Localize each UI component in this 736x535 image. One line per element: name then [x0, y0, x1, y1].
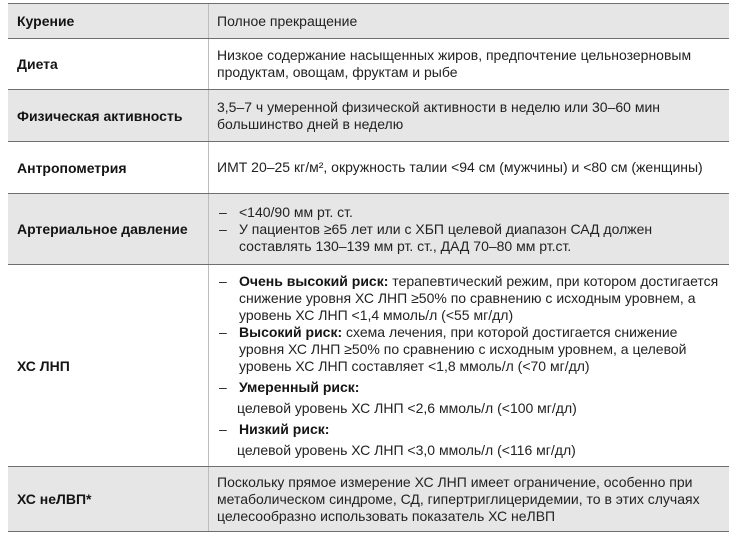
- list-item-text: У пациентов ≥65 лет или с ХБП целевой диапазон САД должен составлять 130–139 мм рт. ст., ДАД 70–80 мм рт.ст.: [239, 220, 653, 254]
- row-label-physical-activity: Физическая активность: [8, 90, 209, 141]
- risk-level-text: терапевтический режим, при котором достигается снижение уровня ХС ЛНП ≥50% по сравнению с исходным уровнем, а уровень ХС ЛНП <1,4 ммоль/л (<55 мг/дл): [239, 272, 719, 323]
- row-value-ldl: [209, 265, 729, 466]
- row-value-smoking: Полное прекращение: [217, 12, 358, 29]
- row-label-diet: Диета: [8, 39, 209, 89]
- risk-level-label: Умеренный риск:: [239, 378, 360, 395]
- row-label-blood-pressure: Артериальное давление: [8, 194, 209, 264]
- table-row: [8, 265, 729, 467]
- risk-level-text: схема лечения, при которой достигается снижение уровня ХС ЛНП ≥50% по сравнению с исходным уровнем, а целевой уровень ХС ЛНП составляет <1,8 ммоль/л (<70 мг/дл): [239, 323, 687, 374]
- list-item: [217, 204, 719, 221]
- dash-bullet: –: [219, 220, 227, 237]
- table-row: [8, 467, 729, 532]
- list-item: [217, 324, 719, 375]
- row-value-blood-pressure: [209, 194, 729, 264]
- risk-level-text: целевой уровень ХС ЛНП <2,6 ммоль/л (<100 мг/дл): [237, 399, 577, 416]
- list-item: [217, 421, 719, 438]
- dash-bullet: –: [219, 203, 227, 220]
- risk-level-label: Очень высокий риск:: [239, 272, 389, 289]
- row-value-diet: Низкое содержание насыщенных жиров, предпочтение цельнозерновым продуктам, овощам, фруктам и рыбе: [217, 47, 692, 80]
- list-item: [217, 273, 719, 324]
- table-row: [8, 90, 729, 142]
- risk-level-text: целевой уровень ХС ЛНП <3,0 ммоль/л (<116 мг/дл): [237, 441, 576, 458]
- table-row: [8, 142, 729, 194]
- list-item-text: <140/90 мм рт. ст.: [239, 203, 353, 220]
- row-value-physical-activity: 3,5–7 ч умеренной физической активности в неделю или 30–60 мин большинство дней в неделю: [217, 98, 660, 132]
- list-item: [217, 221, 719, 255]
- dash-bullet: –: [219, 272, 227, 289]
- dash-bullet: –: [219, 323, 227, 340]
- row-label-ldl: ХС ЛНП: [8, 265, 209, 466]
- table-row: [8, 39, 729, 90]
- recommendations-table: [8, 3, 729, 532]
- row-label-smoking: Курение: [8, 4, 209, 38]
- dash-bullet: –: [219, 378, 227, 395]
- list-item: [217, 379, 719, 396]
- table-row: [8, 194, 729, 265]
- dash-bullet: –: [219, 420, 227, 437]
- risk-level-label: Высокий риск:: [239, 323, 343, 340]
- row-label-anthropometry: Антропометрия: [8, 142, 209, 193]
- risk-level-label: Низкий риск:: [239, 420, 330, 437]
- table-row: [8, 4, 729, 39]
- row-label-non-hdl: ХС неЛВП*: [8, 467, 209, 531]
- row-value-anthropometry: ИМТ 20–25 кг/м², окружность талии <94 см (мужчины) и <80 см (женщины): [217, 159, 703, 175]
- row-value-non-hdl: Поскольку прямое измерение ХС ЛНП имеет ограничение, особенно при метаболическом синдроме, СД, гипертриглицеридемии, то в этих случаях целесообразно использовать показатель ХС неЛВП: [217, 473, 700, 524]
